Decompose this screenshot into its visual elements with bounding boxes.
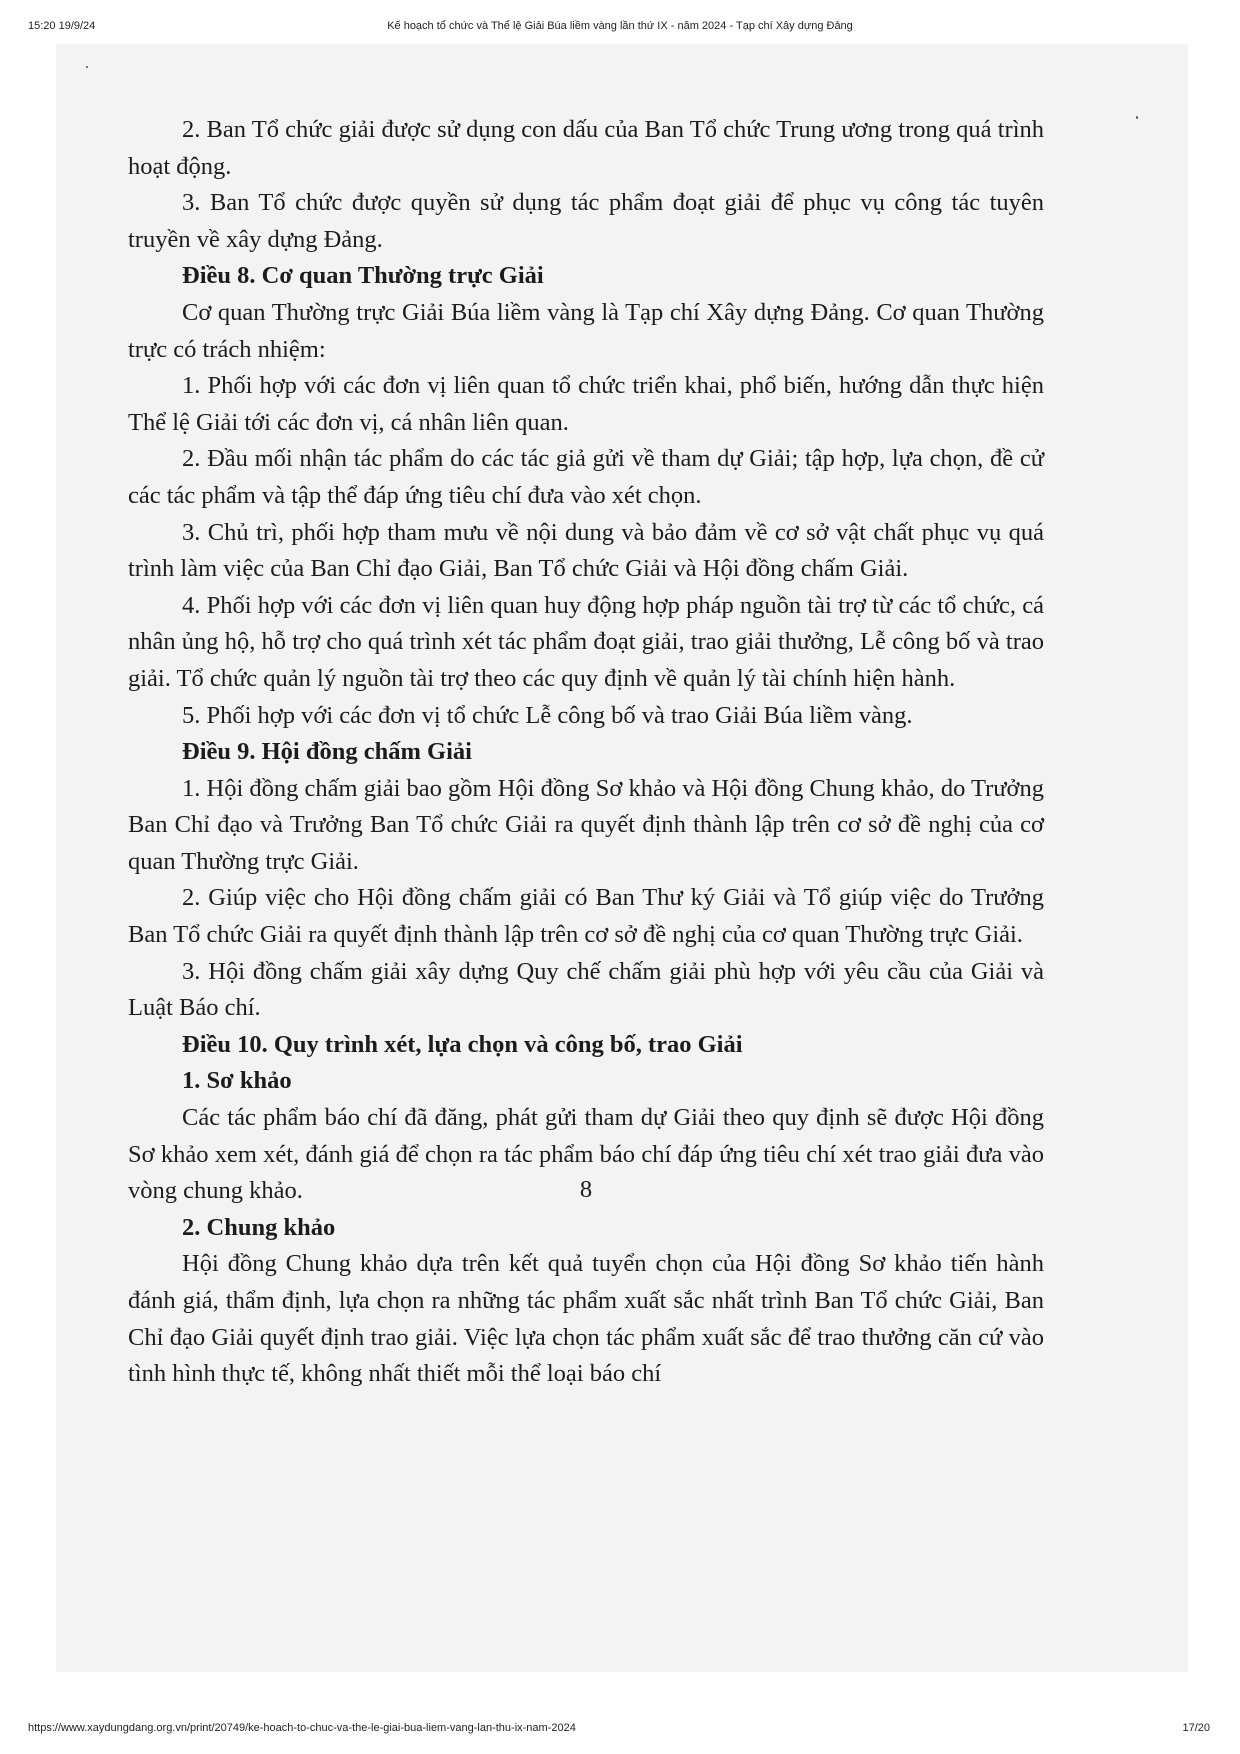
doc-paragraph: 1. Hội đồng chấm giải bao gồm Hội đồng Sơ khảo và Hội đồng Chung khảo, do Trưởng Ban Chỉ đạo và Trưởng Ban Tổ chức Giải ra quyết định thành lập trên cơ sở đề nghị của cơ quan Thường trực Giải. [128,774,1044,875]
doc-paragraph: Cơ quan Thường trực Giải Búa liềm vàng là Tạp chí Xây dựng Đảng. Cơ quan Thường trực có trách nhiệm: [128,298,1044,363]
section-heading: 1. Sơ khảo [182,1067,292,1095]
print-page-title: Kế hoạch tổ chức và Thể lệ Giải Búa liềm vàng lần thứ IX - năm 2024 - Tạp chí Xây dựng Đảng [387,20,853,32]
doc-paragraph: Các tác phẩm báo chí đã đăng, phát gửi tham dự Giải theo quy định sẽ được Hội đồng Sơ khảo xem xét, đánh giá để chọn ra tác phẩm báo chí đáp ứng tiêu chí xét trao giải đưa vào vòng chung khảo. [128,1104,1044,1205]
print-header [28,20,1212,40]
article-heading: Điều 9. Hội đồng chấm Giải [182,738,472,766]
doc-paragraph: 1. Phối hợp với các đơn vị liên quan tổ chức triển khai, phổ biến, hướng dẫn thực hiện Thể lệ Giải tới các đơn vị, cá nhân liên quan. [128,372,1044,436]
doc-paragraph: 4. Phối hợp với các đơn vị liên quan huy động hợp pháp nguồn tài trợ từ các tổ chức, cá nhân ủng hộ, hỗ trợ cho quá trình xét tác phẩm đoạt giải, trao giải thưởng, Lễ công bố và trao giải. Tổ chức quản lý nguồn tài trợ theo các quy định về quản lý tài chính hiện hành. [128,591,1044,692]
doc-paragraph: 2. Giúp việc cho Hội đồng chấm giải có Ban Thư ký Giải và Tổ giúp việc do Trưởng Ban Tổ chức Giải ra quyết định thành lập trên cơ sở đề nghị của cơ quan Thường trực Giải. [128,884,1044,949]
doc-paragraph: 2. Đầu mối nhận tác phẩm do các tác giả gửi về tham dự Giải; tập hợp, lựa chọn, đề cử các tác phẩm và tập thể đáp ứng tiêu chí đưa vào xét chọn. [128,445,1044,509]
scan-speck [1136,116,1138,119]
doc-paragraph: 3. Chủ trì, phối hợp tham mưu về nội dung và bảo đảm về cơ sở vật chất phục vụ quá trình làm việc của Ban Chỉ đạo Giải, Ban Tổ chức Giải và Hội đồng chấm Giải. [128,518,1044,583]
article-heading: Điều 10. Quy trình xét, lựa chọn và công bố, trao Giải [182,1030,743,1058]
scan-speck [86,66,88,68]
article-heading: Điều 8. Cơ quan Thường trực Giải [182,262,544,290]
doc-paragraph: 5. Phối hợp với các đơn vị tổ chức Lễ công bố và trao Giải Búa liềm vàng. [182,701,913,729]
doc-paragraph: Hội đồng Chung khảo dựa trên kết quả tuyển chọn của Hội đồng Sơ khảo tiến hành đánh giá, thẩm định, lựa chọn ra những tác phẩm xuất sắc nhất trình Ban Tổ chức Giải, Ban Chỉ đạo Giải quyết định trao giải. Việc lựa chọn tác phẩm xuất sắc để trao thưởng căn cứ vào tình hình thực tế, không nhất thiết mỗi thể loại báo chí [128,1250,1044,1388]
doc-paragraph: 2. Ban Tổ chức giải được sử dụng con dấu của Ban Tổ chức Trung ương trong quá trình hoạt động. [128,116,1044,180]
page-number: 8 [579,1176,593,1203]
doc-paragraph: 3. Hội đồng chấm giải xây dựng Quy chế chấm giải phù hợp với yêu cầu của Giải và Luật Báo chí. [128,957,1044,1022]
print-page-count: 17/20 [1182,1722,1210,1734]
section-heading: 2. Chung khảo [182,1213,336,1241]
print-timestamp: 15:20 19/9/24 [28,20,96,32]
print-footer [28,1722,1212,1744]
doc-paragraph: 3. Ban Tổ chức được quyền sử dụng tác phẩm đoạt giải để phục vụ công tác tuyên truyền về xây dựng Đảng. [128,189,1044,253]
print-url: https://www.xaydungdang.org.vn/print/20749/ke-hoach-to-chuc-va-the-le-giai-bua-liem-vang-lan-thu-ix-nam-2024 [28,1722,576,1734]
